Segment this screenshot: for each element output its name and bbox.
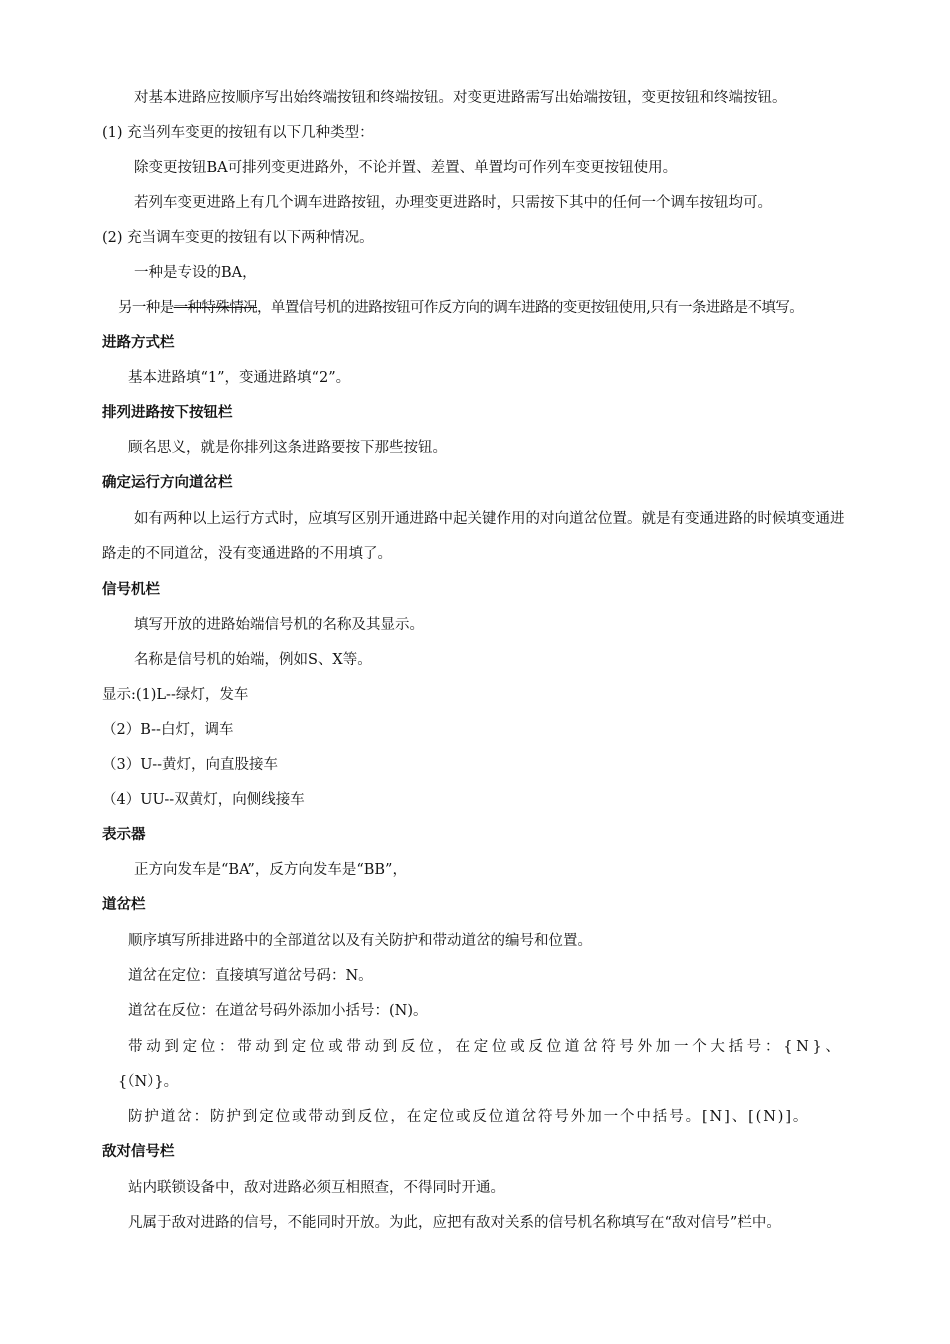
heading-press-buttons-column: 排列进路按下按钮栏 xyxy=(102,405,233,421)
paragraph-switch-reverse: 道岔在反位：在道岔号码外添加小括号：(N)。 xyxy=(128,1003,428,1019)
paragraph-press-buttons-meaning: 顾名思义，就是你排列这条进路要按下那些按钮。 xyxy=(128,440,447,456)
signal-display-double-yellow: （4）UU--双黄灯，向侧线接车 xyxy=(102,792,305,808)
paragraph-direction-switch-rule: 如有两种以上运行方式时，应填写区别开通进路中起关键作用的对向道岔位置。就是有变通进路的时候填变通进 xyxy=(134,511,845,527)
paragraph-direction-switch-rule-cont: 路走的不同道岔，没有变通进路的不用填了。 xyxy=(102,546,392,562)
heading-switch-column: 道岔栏 xyxy=(102,897,146,913)
paragraph-multiple-shunt-buttons: 若列车变更进路上有几个调车进路按钮，办理变更进路时，只需按下其中的任何一个调车按钮均可。 xyxy=(134,195,772,211)
signal-display-yellow: （3）U--黄灯，向直股接车 xyxy=(102,757,278,773)
paragraph-dedicated-ba: 一种是专设的BA， xyxy=(134,265,257,281)
heading-direction-switch-column: 确定运行方向道岔栏 xyxy=(102,475,233,491)
paragraph-special-case-start: 另一种是 xyxy=(118,300,174,316)
paragraph-switch-order: 顺序填写所排进路中的全部道岔以及有关防护和带动道岔的编号和位置。 xyxy=(128,933,592,949)
paragraph-special-case xyxy=(118,299,803,317)
paragraph-conflicting-signals: 凡属于敌对进路的信号，不能同时开放。为此，应把有敌对关系的信号机名称填写在“敌对信号”栏中。 xyxy=(128,1215,781,1231)
signal-display-white: （2）B--白灯，调车 xyxy=(102,722,234,738)
struck-text: 一种特殊情况 xyxy=(173,300,258,316)
heading-indicator: 表示器 xyxy=(102,827,146,843)
paragraph-switch-driven: 带动到定位：带动到定位或带动到反位，在定位或反位道岔符号外加一个大括号：{N}、 xyxy=(128,1039,844,1055)
paragraph-button-order: 对基本进路应按顺序写出始终端按钮和终端按钮。对变更进路需写出始端按钮，变更按钮和终端按钮。 xyxy=(134,90,787,106)
heading-conflicting-signal-column: 敌对信号栏 xyxy=(102,1144,175,1160)
list-item-train-change-buttons: (1) 充当列车变更的按钮有以下几种类型： xyxy=(102,125,374,141)
paragraph-indicator-values: 正方向发车是“BA”，反方向发车是“BB”， xyxy=(134,862,407,878)
paragraph-signal-name: 名称是信号机的始端，例如S、X等。 xyxy=(134,652,372,668)
paragraph-switch-normal: 道岔在定位：直接填写道岔号码：N。 xyxy=(128,968,373,984)
paragraph-switch-protection: 防护道岔：防护到定位或带动到反位，在定位或反位道岔符号外加一个中括号。[N]、[(N)]。 xyxy=(128,1109,810,1125)
paragraph-signal-fill: 填写开放的进路始端信号机的名称及其显示。 xyxy=(134,617,424,633)
signal-display-green: 显示:(1)L--绿灯，发车 xyxy=(102,687,249,703)
paragraph-change-button-ba: 除变更按钮BA可排列变更进路外，不论并置、差置、单置均可作列车变更按钮使用。 xyxy=(134,160,678,176)
paragraph-special-case-end: ，单置信号机的进路按钮可作反方向的调车进路的变更按钮使用,只有一条进路是不填写。 xyxy=(257,300,804,316)
paragraph-route-mode-values: 基本进路填“1”，变通进路填“2”。 xyxy=(128,370,351,386)
heading-route-mode-column: 进路方式栏 xyxy=(102,335,175,351)
heading-signal-column: 信号机栏 xyxy=(102,582,160,598)
paragraph-switch-driven-cont: {（N）}。 xyxy=(118,1074,179,1090)
paragraph-conflicting-routes: 站内联锁设备中，敌对进路必须互相照查，不得同时开通。 xyxy=(128,1180,505,1196)
list-item-shunt-change-buttons: (2) 充当调车变更的按钮有以下两种情况。 xyxy=(102,230,374,246)
